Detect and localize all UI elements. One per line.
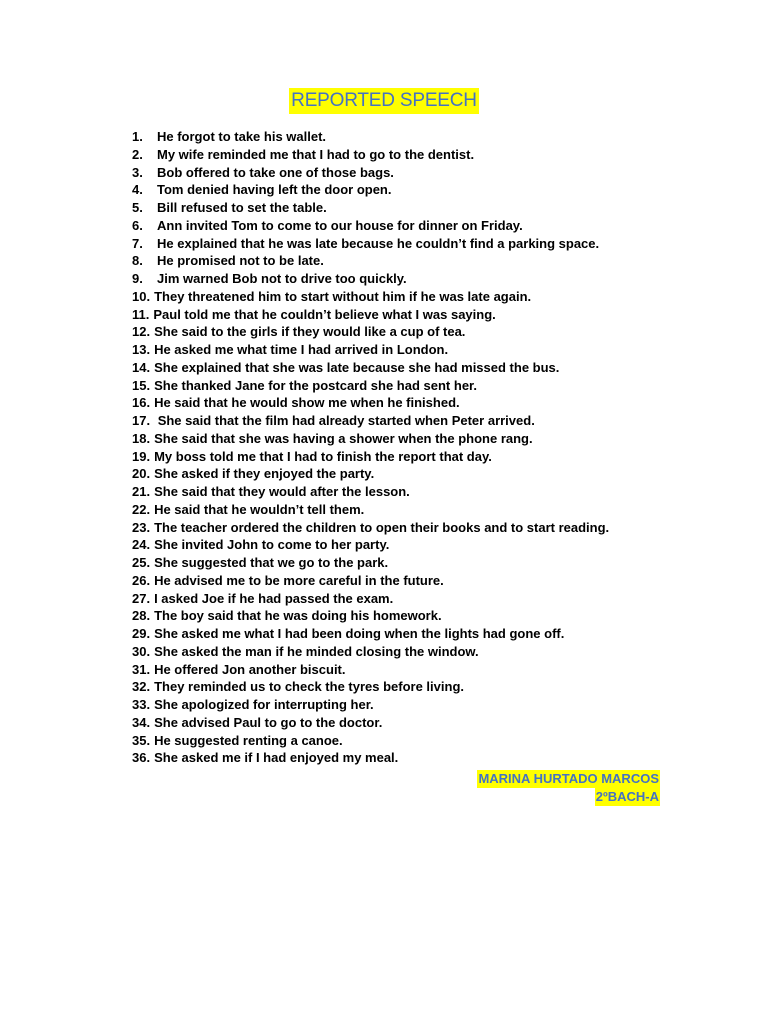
document-title: REPORTED SPEECH: [289, 88, 479, 114]
list-item: [132, 394, 732, 412]
list-item: [132, 377, 732, 395]
item-text: She said to the girls if they would like a cup of tea.: [154, 324, 466, 340]
item-number: 3.: [132, 164, 143, 180]
item-number: 32.: [132, 679, 151, 695]
item-number: 28.: [132, 608, 151, 624]
item-number: 1.: [132, 129, 143, 144]
list-item: [132, 519, 732, 537]
item-text: Paul told me that he couldn’t believe what I was saying.: [153, 306, 496, 322]
item-number: 29.: [132, 626, 151, 641]
list-item: [132, 181, 732, 199]
item-text: Bill refused to set the table.: [157, 200, 327, 215]
item-text: She asked the man if he minded closing the window.: [154, 643, 479, 659]
item-text: She said that they would after the lesson.: [154, 484, 410, 499]
item-number: 36.: [132, 750, 151, 766]
list-item: [132, 359, 732, 377]
list-item: [132, 430, 732, 448]
item-number: 8.: [132, 253, 143, 269]
item-number: 13.: [132, 342, 151, 357]
item-text: She apologized for interrupting her.: [154, 697, 374, 712]
list-item: [132, 323, 732, 341]
item-text: He said that he wouldn’t tell them.: [154, 501, 365, 517]
list-item: [132, 536, 732, 554]
item-text: She suggested that we go to the park.: [154, 555, 389, 570]
item-number: 23.: [132, 519, 151, 535]
list-item: [132, 217, 732, 235]
item-number: 9.: [132, 271, 143, 286]
author-class: 2ºBACH-A: [595, 789, 659, 804]
list-item: [132, 164, 732, 182]
item-text: She asked if they enjoyed the party.: [154, 466, 375, 482]
item-text: He asked me what time I had arrived in London.: [154, 342, 449, 357]
list-item: [132, 749, 732, 767]
item-text: Bob offered to take one of those bags.: [157, 164, 394, 180]
sentence-list: [132, 128, 732, 767]
list-item: [132, 483, 732, 501]
item-text: My boss told me that I had to finish the report that day.: [154, 448, 492, 464]
list-item: [132, 732, 732, 750]
item-text: Ann invited Tom to come to our house for dinner on Friday.: [157, 217, 523, 233]
list-item: [132, 678, 732, 696]
item-number: 2.: [132, 146, 143, 162]
list-item: [132, 146, 732, 164]
item-text: He suggested renting a canoe.: [154, 732, 343, 748]
item-number: 16.: [132, 395, 151, 411]
list-item: [132, 199, 732, 217]
item-text: She advised Paul to go to the doctor.: [154, 714, 383, 730]
item-number: 22.: [132, 501, 151, 517]
list-item: [132, 590, 732, 608]
item-number: 19.: [132, 448, 151, 464]
list-item: [132, 128, 732, 146]
item-text: She said that she was having a shower when the phone rang.: [154, 430, 533, 446]
item-text: Tom denied having left the door open.: [157, 182, 392, 198]
item-number: 31.: [132, 661, 151, 677]
item-number: 27.: [132, 590, 151, 606]
list-item: [132, 661, 732, 679]
item-text: Jim warned Bob not to drive too quickly.: [157, 271, 407, 286]
list-item: [132, 341, 732, 359]
item-text: My wife reminded me that I had to go to the dentist.: [157, 146, 475, 162]
item-text: She asked me what I had been doing when the lights had gone off.: [154, 626, 565, 641]
list-item: [132, 252, 732, 270]
item-text: She said that the film had already started when Peter arrived.: [154, 413, 535, 428]
item-number: 25.: [132, 555, 151, 570]
item-text: The teacher ordered the children to open their books and to start reading.: [154, 519, 610, 535]
title-container: [0, 88, 768, 114]
list-item: [132, 696, 732, 714]
list-item: [132, 448, 732, 466]
item-number: 5.: [132, 200, 143, 215]
item-number: 7.: [132, 235, 143, 251]
item-number: 17.: [132, 413, 151, 428]
item-number: 35.: [132, 732, 151, 748]
list-item: [132, 270, 732, 288]
list-item: [132, 465, 732, 483]
item-number: 14.: [132, 359, 151, 375]
item-text: He promised not to be late.: [157, 253, 324, 269]
list-item: [132, 412, 732, 430]
item-number: 26.: [132, 572, 151, 588]
item-text: They threatened him to start without him if he was late again.: [154, 288, 532, 304]
list-item: [132, 235, 732, 253]
list-item: [132, 714, 732, 732]
list-item: [132, 306, 732, 324]
item-text: The boy said that he was doing his homework.: [154, 608, 442, 624]
item-number: 4.: [132, 182, 143, 198]
list-item: [132, 554, 732, 572]
item-number: 34.: [132, 714, 151, 730]
item-number: 20.: [132, 466, 151, 482]
item-text: They reminded us to check the tyres before living.: [154, 679, 464, 695]
item-number: 24.: [132, 537, 151, 553]
author-name: MARINA HURTADO MARCOS: [478, 771, 659, 786]
list-item: [132, 607, 732, 625]
item-number: 11.: [132, 306, 150, 322]
item-number: 15.: [132, 377, 151, 393]
item-text: He advised me to be more careful in the future.: [154, 572, 444, 588]
item-text: I asked Joe if he had passed the exam.: [154, 590, 394, 606]
item-number: 18.: [132, 430, 151, 446]
item-text: She explained that she was late because she had missed the bus.: [154, 359, 560, 375]
item-number: 21.: [132, 484, 151, 499]
item-text: He forgot to take his wallet.: [157, 129, 327, 144]
signature-block: [477, 770, 660, 806]
item-number: 30.: [132, 643, 151, 659]
item-text: He explained that he was late because he couldn’t find a parking space.: [157, 235, 600, 251]
item-text: She invited John to come to her party.: [154, 537, 390, 553]
list-item: [132, 643, 732, 661]
list-item: [132, 625, 732, 643]
list-item: [132, 572, 732, 590]
item-text: He said that he would show me when he finished.: [154, 395, 460, 411]
item-text: She asked me if I had enjoyed my meal.: [154, 750, 399, 766]
item-number: 33.: [132, 697, 151, 712]
list-item: [132, 288, 732, 306]
item-text: She thanked Jane for the postcard she had sent her.: [154, 377, 477, 393]
item-text: He offered Jon another biscuit.: [154, 661, 346, 677]
item-number: 6.: [132, 217, 143, 233]
list-item: [132, 501, 732, 519]
item-number: 10.: [132, 288, 151, 304]
item-number: 12.: [132, 324, 151, 340]
